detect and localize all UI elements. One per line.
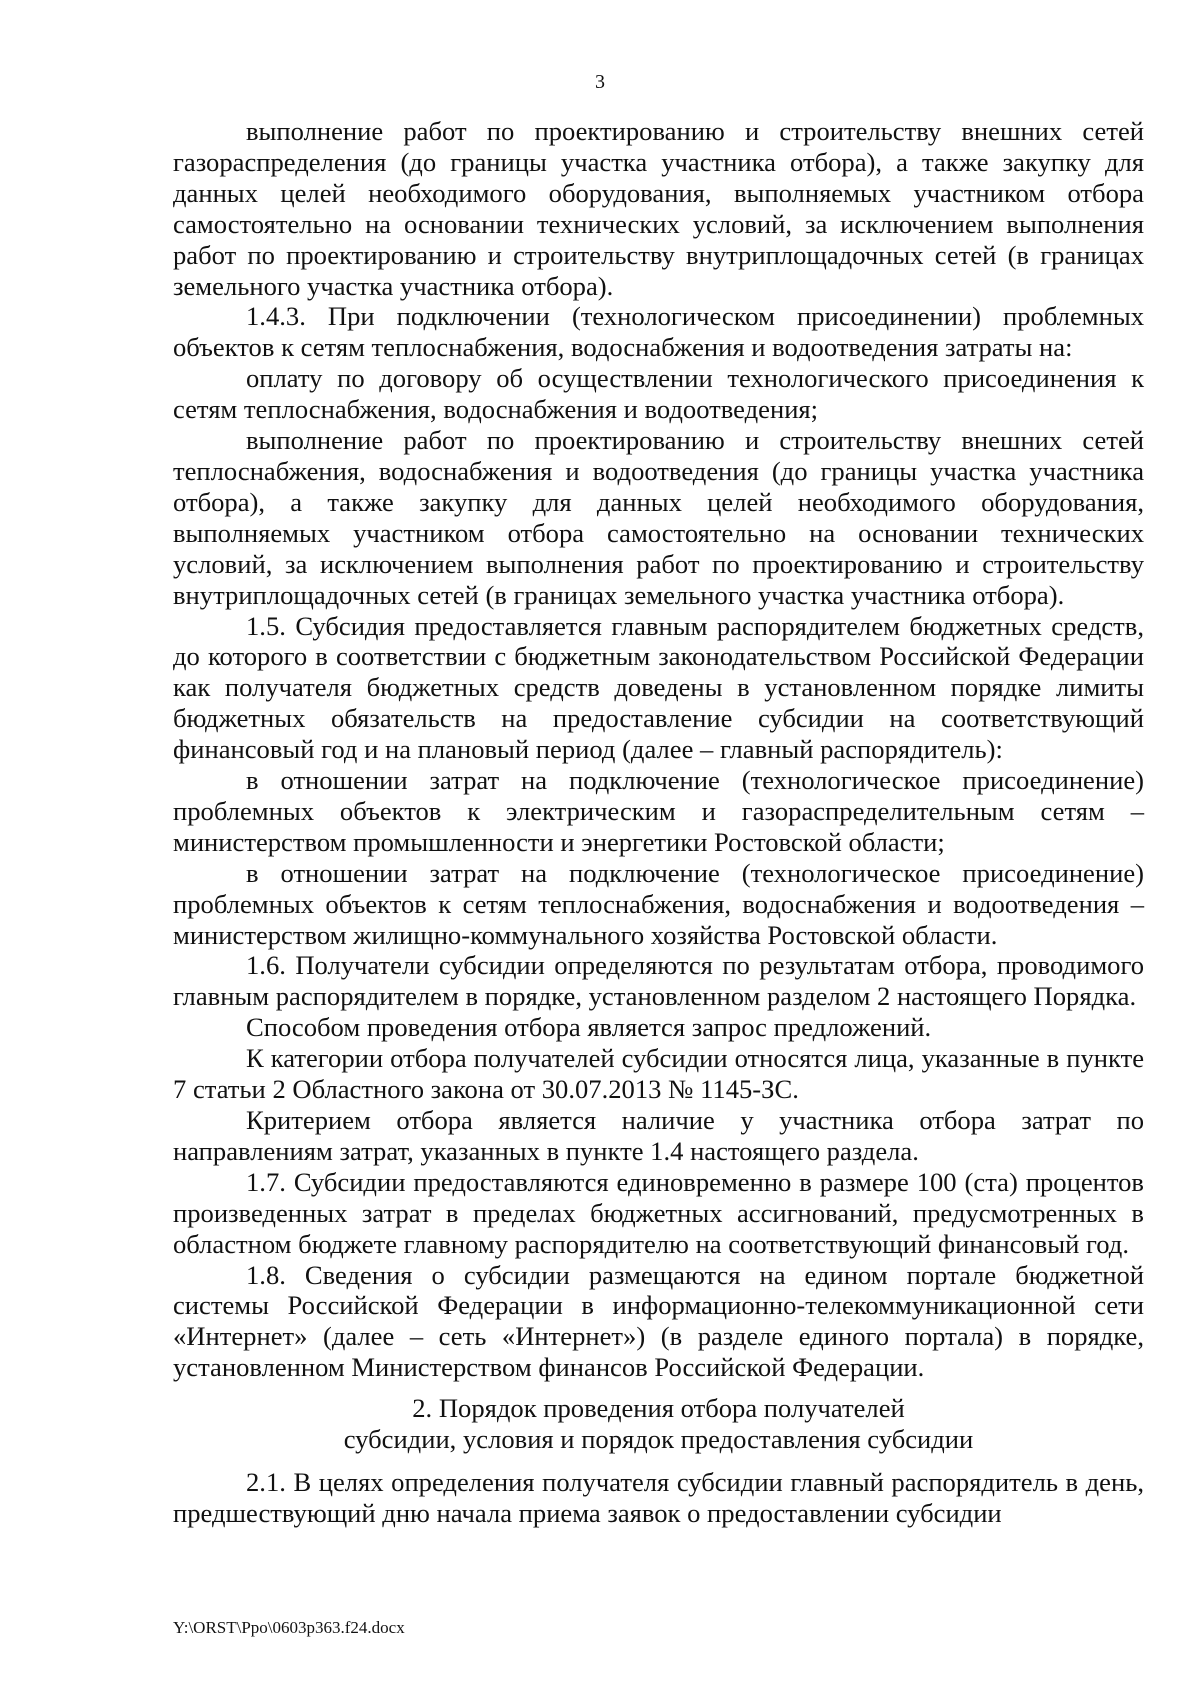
document-body [173, 116, 1144, 1529]
paragraph-1-6: 1.6. Получатели субсидии определяются по результатам отбора, проводимого главным распорядителем в порядке, установленном разделом 2 настоящего Порядка. [173, 950, 1144, 1012]
paragraph-heat-water-networks-work: выполнение работ по проектированию и строительству внешних сетей теплоснабжения, водоснабжения и водоотведения (до границы участка участника отбора), а также закупку для данных целей необходимого оборудования, выполняемых участником отбора самостоятельно на основании технических условий, за исключением выполнения работ по проектированию и строительству внутриплощадочных сетей (в границах земельного участка участника отбора). [173, 425, 1144, 610]
paragraph-gas-networks-work: выполнение работ по проектированию и строительству внешних сетей газораспределения (до границы участка участника отбора), а также закупку для данных целей необходимого оборудования, выполняемых участником отбора самостоятельно на основании технических условий, за исключением выполнения работ по проектированию и строительству внутриплощадочных сетей (в границах земельного участка участника отбора). [173, 116, 1144, 301]
section-heading-line-2: субсидии, условия и порядок предоставления субсидии [343, 1424, 974, 1455]
page-number: 3 [595, 71, 605, 93]
paragraph-ministry-industry: в отношении затрат на подключение (технологическое присоединение) проблемных объектов к электрическим и газораспределительным сетям – министерством промышленности и энергетики Ростовской области; [173, 765, 1144, 857]
paragraph-ministry-housing: в отношении затрат на подключение (технологическое присоединение) проблемных объектов к сетям теплоснабжения, водоснабжения и водоотведения – министерством жилищно-коммунального хозяйства Ростовской области. [173, 857, 1144, 950]
footer-file-path: Y:\ORST\Ppo\0603p363.f24.docx [173, 1618, 405, 1637]
paragraph-1-8: 1.8. Сведения о субсидии размещаются на едином портале бюджетной системы Российской Федерации в информационно-телекоммуникационной сети «Интернет» (далее – сеть «Интернет») (в разделе единого портала) в порядке, установленном Министерством финансов Российской Федерации. [173, 1259, 1144, 1383]
paragraph-1-5: 1.5. Субсидия предоставляется главным распорядителем бюджетных средств, до которого в соответствии с бюджетным законодательством Российской Федерации как получателя бюджетных средств доведены в установленном порядке лимиты бюджетных обязательств на предоставление субсидии на соответствующий финансовый год и на плановый период (далее – главный распорядитель): [173, 610, 1144, 765]
paragraph-connection-payment: оплату по договору об осуществлении технологического присоединения к сетям теплоснабжения, водоснабжения и водоотведения; [173, 363, 1144, 425]
section-heading-line-1: 2. Порядок проведения отбора получателей [412, 1393, 905, 1424]
section-heading [173, 1393, 1144, 1455]
paragraph-selection-method: Способом проведения отбора является запрос предложений. [246, 1012, 932, 1043]
paragraph-1-7: 1.7. Субсидии предоставляются единовременно в размере 100 (ста) процентов произведенных затрат в пределах бюджетных ассигнований, предусмотренных в областном бюджете главному распорядителю на соответствующий финансовый год. [173, 1166, 1144, 1259]
paragraph-selection-criterion: Критерием отбора является наличие у участника отбора затрат по направлениям затрат, указанных в пункте 1.4 настоящего раздела. [173, 1105, 1144, 1166]
paragraph-selection-category: К категории отбора получателей субсидии относятся лица, указанные в пункте 7 статьи 2 Областного закона от 30.07.2013 № 1145-ЗС. [173, 1043, 1144, 1105]
paragraph-1-4-3: 1.4.3. При подключении (технологическом присоединении) проблемных объектов к сетям теплоснабжения, водоснабжения и водоотведения затраты на: [173, 301, 1144, 363]
paragraph-2-1: 2.1. В целях определения получателя субсидии главный распорядитель в день, предшествующий дню начала приема заявок о предоставлении субсидии [173, 1466, 1144, 1528]
